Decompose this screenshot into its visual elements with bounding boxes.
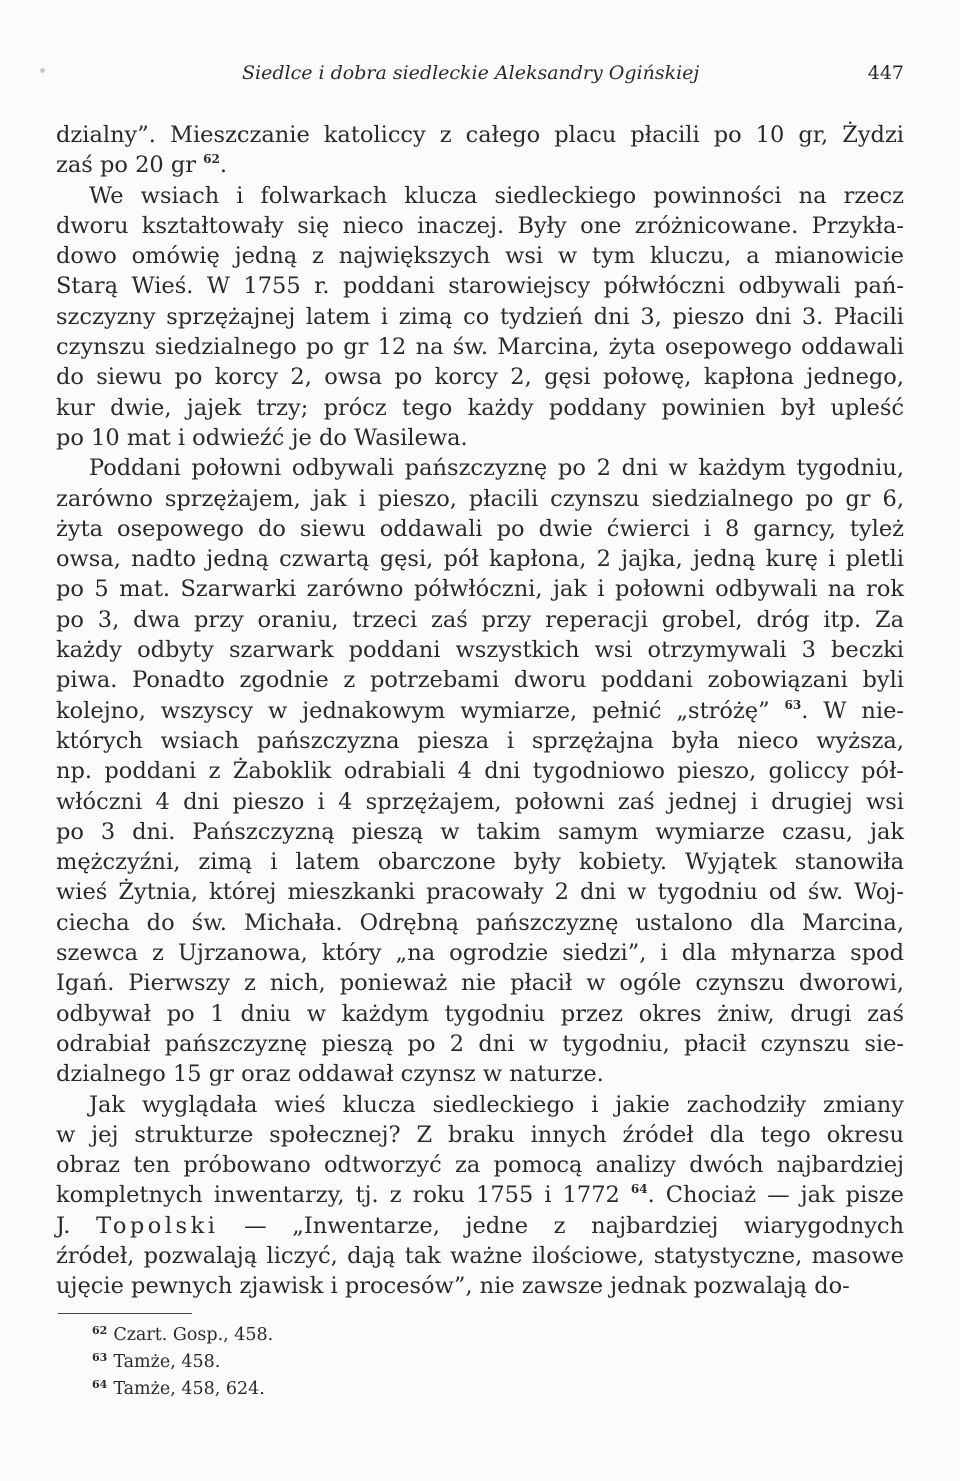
text-run: . Chociaż — jak pisze: [647, 1182, 904, 1209]
text-line: [56, 181, 904, 211]
text-run: kur dwie, jajek trzy; prócz tego każdy poddany powinien był upleść: [56, 394, 904, 421]
text-line: [56, 877, 904, 907]
text-run: Jak wyglądała wieś klucza siedleckiego i jakie zachodziły zmiany: [89, 1091, 904, 1118]
text-run: odbywał po 1 dniu w każdym tygodniu przez okres żniw, drugi zaś: [56, 1000, 904, 1027]
author-name-spaced: Topolski: [96, 1212, 219, 1239]
text-run: ciecha do św. Michała. Odrębną pańszczyznę ustalono dla Marcina,: [56, 909, 904, 936]
text-line: [56, 241, 904, 271]
text-run: Poddani połowni odbywali pańszczyznę po 2 dni w każdym tygodniu,: [89, 455, 904, 482]
text-run: Igań. Pierwszy z nich, ponieważ nie płacił w ogóle czynszu dworowi,: [56, 970, 904, 997]
text-run: dzialnego 15 gr oraz oddawał czynsz w naturze.: [56, 1061, 604, 1088]
text-run: dowo omówię jedną z największych wsi w tym kluczu, a mianowicie: [56, 243, 904, 270]
text-line: [56, 150, 904, 180]
footnote: [92, 1349, 273, 1376]
text-line: [56, 1241, 904, 1271]
footnote-ref: 62: [203, 152, 220, 167]
text-run: dworu kształtowały się nieco inaczej. Były one zróżnicowane. Przykła-: [56, 212, 904, 239]
text-run: źródeł, pozwalają liczyć, dają tak ważne ilościowe, statystyczne, masowe: [56, 1242, 904, 1269]
text-line: [56, 1180, 904, 1210]
text-run: żyta osepowego do siewu oddawali po dwie ćwierci i 8 garncy, tyleż: [56, 515, 904, 542]
text-run: po 10 mat i odwieźć je do Wasilewa.: [56, 424, 468, 451]
text-line: [56, 120, 904, 150]
text-line: [56, 514, 904, 544]
text-line: [56, 938, 904, 968]
text-run: szczyzny sprzężajnej latem i zimą co tydzień dni 3, pieszo dni 3. Płacili: [56, 303, 904, 330]
page-number: 447: [867, 62, 904, 84]
body-text: [56, 120, 904, 1302]
footnote-text: Czart. Gosp., 458.: [113, 1325, 274, 1345]
text-run: wieś Żytnia, której mieszkanki pracowały 2 dni w tygodniu od św. Woj-: [56, 879, 904, 906]
text-line: [56, 726, 904, 756]
text-run: włóczni 4 dni pieszo i 4 sprzężajem, połowni zaś jednej i drugiej wsi: [56, 788, 904, 815]
text-line: [56, 605, 904, 635]
text-line: [56, 423, 904, 453]
footnote-rule: [58, 1313, 192, 1314]
text-line: [56, 999, 904, 1029]
text-run: odrabiał pańszczyznę pieszą po 2 dni w tygodniu, płacił czynszu sie-: [56, 1030, 904, 1057]
text-line: [56, 635, 904, 665]
text-line: [56, 1029, 904, 1059]
text-run: dzialny”. Mieszczanie katoliccy z całego placu płacili po 10 gr, Żydzi: [56, 122, 904, 148]
text-line: [56, 544, 904, 574]
text-run: — „Inwentarze, jedne z najbardziej wiarygodnych: [218, 1212, 904, 1239]
text-line: [56, 393, 904, 423]
text-run: zaś po 20 gr: [56, 152, 204, 179]
text-run: .: [219, 152, 228, 179]
text-line: [56, 332, 904, 362]
text-run: owsa, nadto jedną czwartą gęsi, pół kapłona, 2 jajka, jedną kurę i pletli: [56, 546, 904, 573]
text-line: [56, 908, 904, 938]
text-line: [56, 302, 904, 332]
text-line: [56, 787, 904, 817]
text-line: [56, 574, 904, 604]
text-run: po 3, dwa przy oraniu, trzeci zaś przy reperacji grobel, dróg itp. Za: [56, 606, 904, 633]
print-speck: [40, 68, 45, 73]
text-run: ujęcie pewnych zjawisk i procesów”, nie zawsze jednak pozwalają do-: [56, 1273, 850, 1300]
text-line: [56, 1211, 904, 1241]
text-line: [56, 968, 904, 998]
text-line: [56, 696, 904, 726]
text-run: . W nie-: [801, 697, 904, 724]
text-run: po 3 dni. Pańszczyzną pieszą w takim samym wymiarze czasu, jak: [56, 818, 904, 845]
text-run: których wsiach pańszczyzna piesza i sprzężajna była nieco wyższa,: [56, 727, 904, 754]
text-line: [56, 1120, 904, 1150]
footnote-mark: 64: [92, 1378, 108, 1391]
text-run: zarówno sprzężajem, jak i pieszo, płacili czynszu siedzialnego po gr 6,: [56, 485, 904, 512]
text-line: [56, 453, 904, 483]
text-run: obraz ten próbowano odtworzyć za pomocą analizy dwóch najbardziej: [56, 1152, 904, 1179]
text-line: [56, 211, 904, 241]
text-line: [56, 1059, 904, 1089]
text-line: [56, 847, 904, 877]
page-header: [56, 62, 904, 92]
text-line: [56, 1090, 904, 1120]
text-line: [56, 362, 904, 392]
text-run: piwa. Ponadto zgodnie z potrzebami dworu poddani zobowiązani byli: [56, 667, 904, 694]
text-line: [56, 665, 904, 695]
footnote-text: Tamże, 458, 624.: [113, 1379, 265, 1399]
footnote-mark: 62: [92, 1324, 108, 1337]
footnote-text: Tamże, 458.: [113, 1352, 221, 1372]
footnote: [92, 1376, 273, 1403]
text-run: kompletnych inwentarzy, tj. z roku 1755 i 1772: [56, 1182, 631, 1209]
text-run: mężczyźni, zimą i latem obarczone były kobiety. Wyjątek stanowiła: [56, 849, 904, 876]
text-run: czynszu siedzialnego po gr 12 na św. Marcina, żyta osepowego oddawali: [56, 334, 904, 361]
footnote-ref: 64: [630, 1182, 648, 1197]
text-run: szewca z Ujrzanowa, który „na ogrodzie siedzi”, i dla młynarza spod: [56, 940, 904, 967]
text-run: po 5 mat. Szarwarki zarówno półwłóczni, jak i połowni odbywali na rok: [56, 576, 904, 603]
text-run: kolejno, wszyscy w jednakowym wymiarze, pełnić „stróżę”: [56, 697, 785, 724]
text-line: [56, 1271, 904, 1301]
running-title: Siedlce i dobra siedleckie Aleksandry Ogińskiej: [242, 62, 700, 84]
text-run: np. poddani z Żaboklik odrabiali 4 dni tygodniowo pieszo, goliccy pół-: [56, 758, 904, 785]
text-line: [56, 756, 904, 786]
footnotes: [92, 1322, 273, 1403]
footnote-mark: 63: [92, 1351, 108, 1364]
text-line: [56, 1150, 904, 1180]
text-run: Starą Wieś. W 1755 r. poddani starowiejscy półwłóczni odbywali pań-: [56, 273, 904, 300]
text-run: każdy odbyty szarwark poddani wszystkich wsi otrzymywali 3 beczki: [56, 637, 904, 664]
text-run: do siewu po korcy 2, owsa po korcy 2, gęsi połowę, kapłona jednego,: [56, 364, 904, 391]
text-run: w jej strukturze społecznej? Z braku innych źródeł dla tego okresu: [56, 1121, 904, 1148]
footnote-ref: 63: [784, 697, 802, 712]
text-line: [56, 484, 904, 514]
text-line: [56, 817, 904, 847]
text-line: [56, 271, 904, 301]
footnote: [92, 1322, 273, 1349]
text-run: J.: [56, 1212, 97, 1239]
text-run: We wsiach i folwarkach klucza siedleckiego powinności na rzecz: [89, 182, 904, 209]
